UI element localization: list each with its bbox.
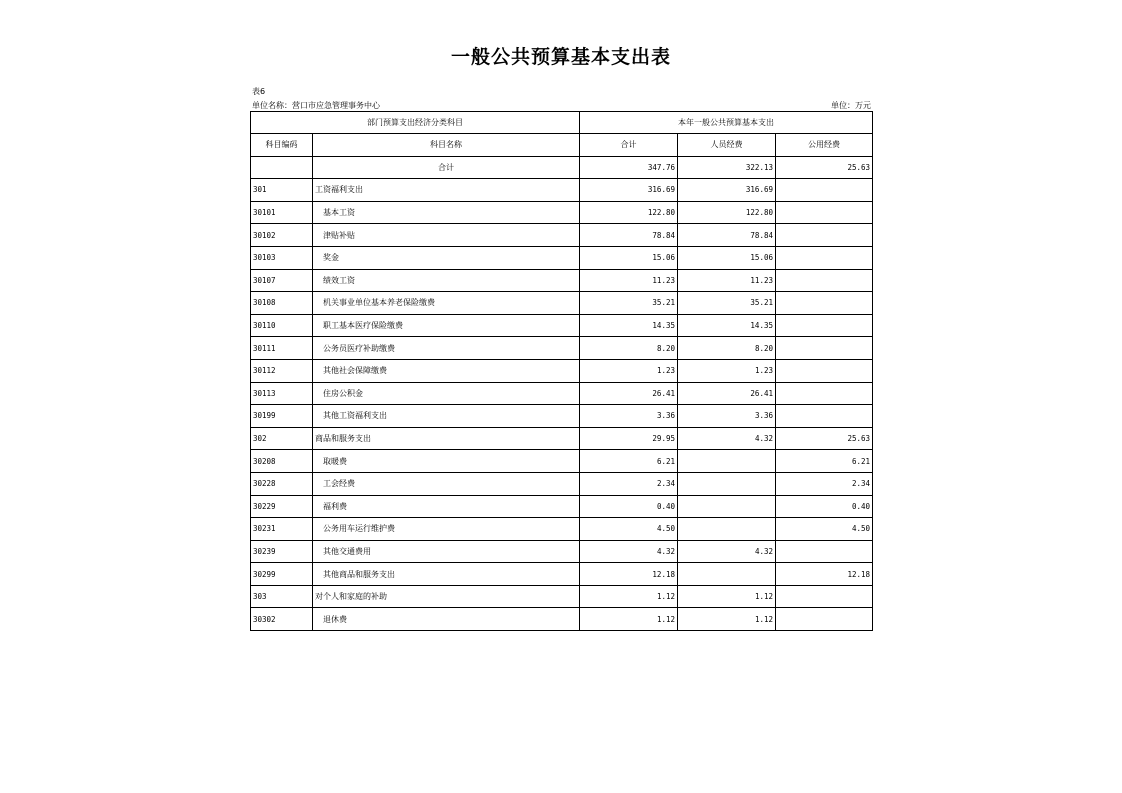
table-row xyxy=(251,179,873,202)
row-personnel: 14.35 xyxy=(678,314,776,337)
header-group-right: 本年一般公共预算基本支出 xyxy=(580,112,873,134)
row-public xyxy=(776,359,873,382)
row-public xyxy=(776,382,873,405)
row-code: 30101 xyxy=(251,201,313,224)
row-name: 退休费 xyxy=(313,608,580,631)
total-code-cell xyxy=(251,156,313,179)
table-row xyxy=(251,563,873,586)
row-personnel: 316.69 xyxy=(678,179,776,202)
table-row xyxy=(251,359,873,382)
table-row xyxy=(251,314,873,337)
header-column-row xyxy=(251,134,873,157)
row-code: 30111 xyxy=(251,337,313,360)
row-public: 2.34 xyxy=(776,472,873,495)
row-name: 工资福利支出 xyxy=(313,179,580,202)
row-total: 2.34 xyxy=(580,472,678,495)
row-name: 机关事业单位基本养老保险缴费 xyxy=(313,292,580,315)
row-public xyxy=(776,405,873,428)
row-code: 30229 xyxy=(251,495,313,518)
row-public xyxy=(776,585,873,608)
row-public: 12.18 xyxy=(776,563,873,586)
table-row xyxy=(251,382,873,405)
row-name: 商品和服务支出 xyxy=(313,427,580,450)
row-name: 取暖费 xyxy=(313,450,580,473)
row-public xyxy=(776,314,873,337)
row-code: 30228 xyxy=(251,472,313,495)
table-row xyxy=(251,540,873,563)
table-row xyxy=(251,585,873,608)
row-name: 福利费 xyxy=(313,495,580,518)
row-code: 30302 xyxy=(251,608,313,631)
row-public: 0.40 xyxy=(776,495,873,518)
table-row xyxy=(251,405,873,428)
row-total: 316.69 xyxy=(580,179,678,202)
total-label: 合计 xyxy=(313,156,580,179)
row-public xyxy=(776,292,873,315)
header-group-left: 部门预算支出经济分类科目 xyxy=(251,112,580,134)
row-personnel xyxy=(678,472,776,495)
row-total: 14.35 xyxy=(580,314,678,337)
table-row xyxy=(251,495,873,518)
row-total: 11.23 xyxy=(580,269,678,292)
table-row xyxy=(251,246,873,269)
row-personnel xyxy=(678,495,776,518)
unit-name: 单位名称：营口市应急管理事务中心 xyxy=(252,101,380,110)
total-row xyxy=(251,156,873,179)
row-total: 1.23 xyxy=(580,359,678,382)
row-name: 其他商品和服务支出 xyxy=(313,563,580,586)
row-total: 78.84 xyxy=(580,224,678,247)
row-personnel: 4.32 xyxy=(678,427,776,450)
header-group-row xyxy=(251,112,873,134)
header-code: 科目编码 xyxy=(251,134,313,157)
row-name: 其他交通费用 xyxy=(313,540,580,563)
row-personnel: 1.12 xyxy=(678,608,776,631)
table-row xyxy=(251,201,873,224)
table-row xyxy=(251,292,873,315)
row-total: 4.50 xyxy=(580,518,678,541)
total-personnel: 322.13 xyxy=(678,156,776,179)
row-name: 基本工资 xyxy=(313,201,580,224)
table-row xyxy=(251,427,873,450)
row-code: 30208 xyxy=(251,450,313,473)
row-name: 津贴补贴 xyxy=(313,224,580,247)
row-personnel: 4.32 xyxy=(678,540,776,563)
row-code: 30107 xyxy=(251,269,313,292)
row-code: 30113 xyxy=(251,382,313,405)
row-name: 工会经费 xyxy=(313,472,580,495)
row-name: 住房公积金 xyxy=(313,382,580,405)
row-code: 30299 xyxy=(251,563,313,586)
row-personnel: 1.12 xyxy=(678,585,776,608)
row-public xyxy=(776,269,873,292)
row-total: 8.20 xyxy=(580,337,678,360)
row-total: 6.21 xyxy=(580,450,678,473)
header-total: 合计 xyxy=(580,134,678,157)
row-personnel: 8.20 xyxy=(678,337,776,360)
header-public: 公用经费 xyxy=(776,134,873,157)
row-name: 其他工资福利支出 xyxy=(313,405,580,428)
table-body xyxy=(251,156,873,630)
table-row xyxy=(251,450,873,473)
row-public xyxy=(776,337,873,360)
row-total: 0.40 xyxy=(580,495,678,518)
table-row xyxy=(251,518,873,541)
budget-table xyxy=(250,111,873,631)
row-code: 30110 xyxy=(251,314,313,337)
row-public xyxy=(776,179,873,202)
row-total: 1.12 xyxy=(580,608,678,631)
page-title: 一般公共预算基本支出表 xyxy=(450,46,671,68)
row-name: 公务用车运行维护费 xyxy=(313,518,580,541)
row-public: 4.50 xyxy=(776,518,873,541)
row-public xyxy=(776,201,873,224)
row-personnel: 26.41 xyxy=(678,382,776,405)
row-personnel: 3.36 xyxy=(678,405,776,428)
row-code: 30102 xyxy=(251,224,313,247)
row-code: 30112 xyxy=(251,359,313,382)
row-name: 公务员医疗补助缴费 xyxy=(313,337,580,360)
currency-unit: 单位：万元 xyxy=(831,101,871,110)
row-code: 303 xyxy=(251,585,313,608)
row-name: 对个人和家庭的补助 xyxy=(313,585,580,608)
row-personnel xyxy=(678,563,776,586)
row-public xyxy=(776,540,873,563)
row-public xyxy=(776,224,873,247)
table-number: 表6 xyxy=(252,87,266,96)
row-total: 15.06 xyxy=(580,246,678,269)
header-name: 科目名称 xyxy=(313,134,580,157)
row-code: 30239 xyxy=(251,540,313,563)
row-personnel xyxy=(678,450,776,473)
row-personnel: 11.23 xyxy=(678,269,776,292)
row-personnel: 35.21 xyxy=(678,292,776,315)
row-name: 职工基本医疗保险缴费 xyxy=(313,314,580,337)
table-row xyxy=(251,608,873,631)
row-code: 301 xyxy=(251,179,313,202)
row-public xyxy=(776,608,873,631)
row-code: 302 xyxy=(251,427,313,450)
row-personnel xyxy=(678,518,776,541)
row-name: 奖金 xyxy=(313,246,580,269)
table-row xyxy=(251,269,873,292)
row-total: 122.80 xyxy=(580,201,678,224)
row-public: 6.21 xyxy=(776,450,873,473)
table-row xyxy=(251,472,873,495)
row-code: 30199 xyxy=(251,405,313,428)
row-total: 3.36 xyxy=(580,405,678,428)
row-public xyxy=(776,246,873,269)
table-row xyxy=(251,337,873,360)
row-public: 25.63 xyxy=(776,427,873,450)
row-code: 30103 xyxy=(251,246,313,269)
total-amount: 347.76 xyxy=(580,156,678,179)
row-name: 其他社会保障缴费 xyxy=(313,359,580,382)
row-code: 30231 xyxy=(251,518,313,541)
row-personnel: 1.23 xyxy=(678,359,776,382)
row-name: 绩效工资 xyxy=(313,269,580,292)
row-total: 4.32 xyxy=(580,540,678,563)
table-row xyxy=(251,224,873,247)
row-total: 26.41 xyxy=(580,382,678,405)
row-total: 29.95 xyxy=(580,427,678,450)
row-personnel: 78.84 xyxy=(678,224,776,247)
row-total: 1.12 xyxy=(580,585,678,608)
header-personnel: 人员经费 xyxy=(678,134,776,157)
row-total: 12.18 xyxy=(580,563,678,586)
row-total: 35.21 xyxy=(580,292,678,315)
row-code: 30108 xyxy=(251,292,313,315)
row-personnel: 122.80 xyxy=(678,201,776,224)
total-public: 25.63 xyxy=(776,156,873,179)
row-personnel: 15.06 xyxy=(678,246,776,269)
